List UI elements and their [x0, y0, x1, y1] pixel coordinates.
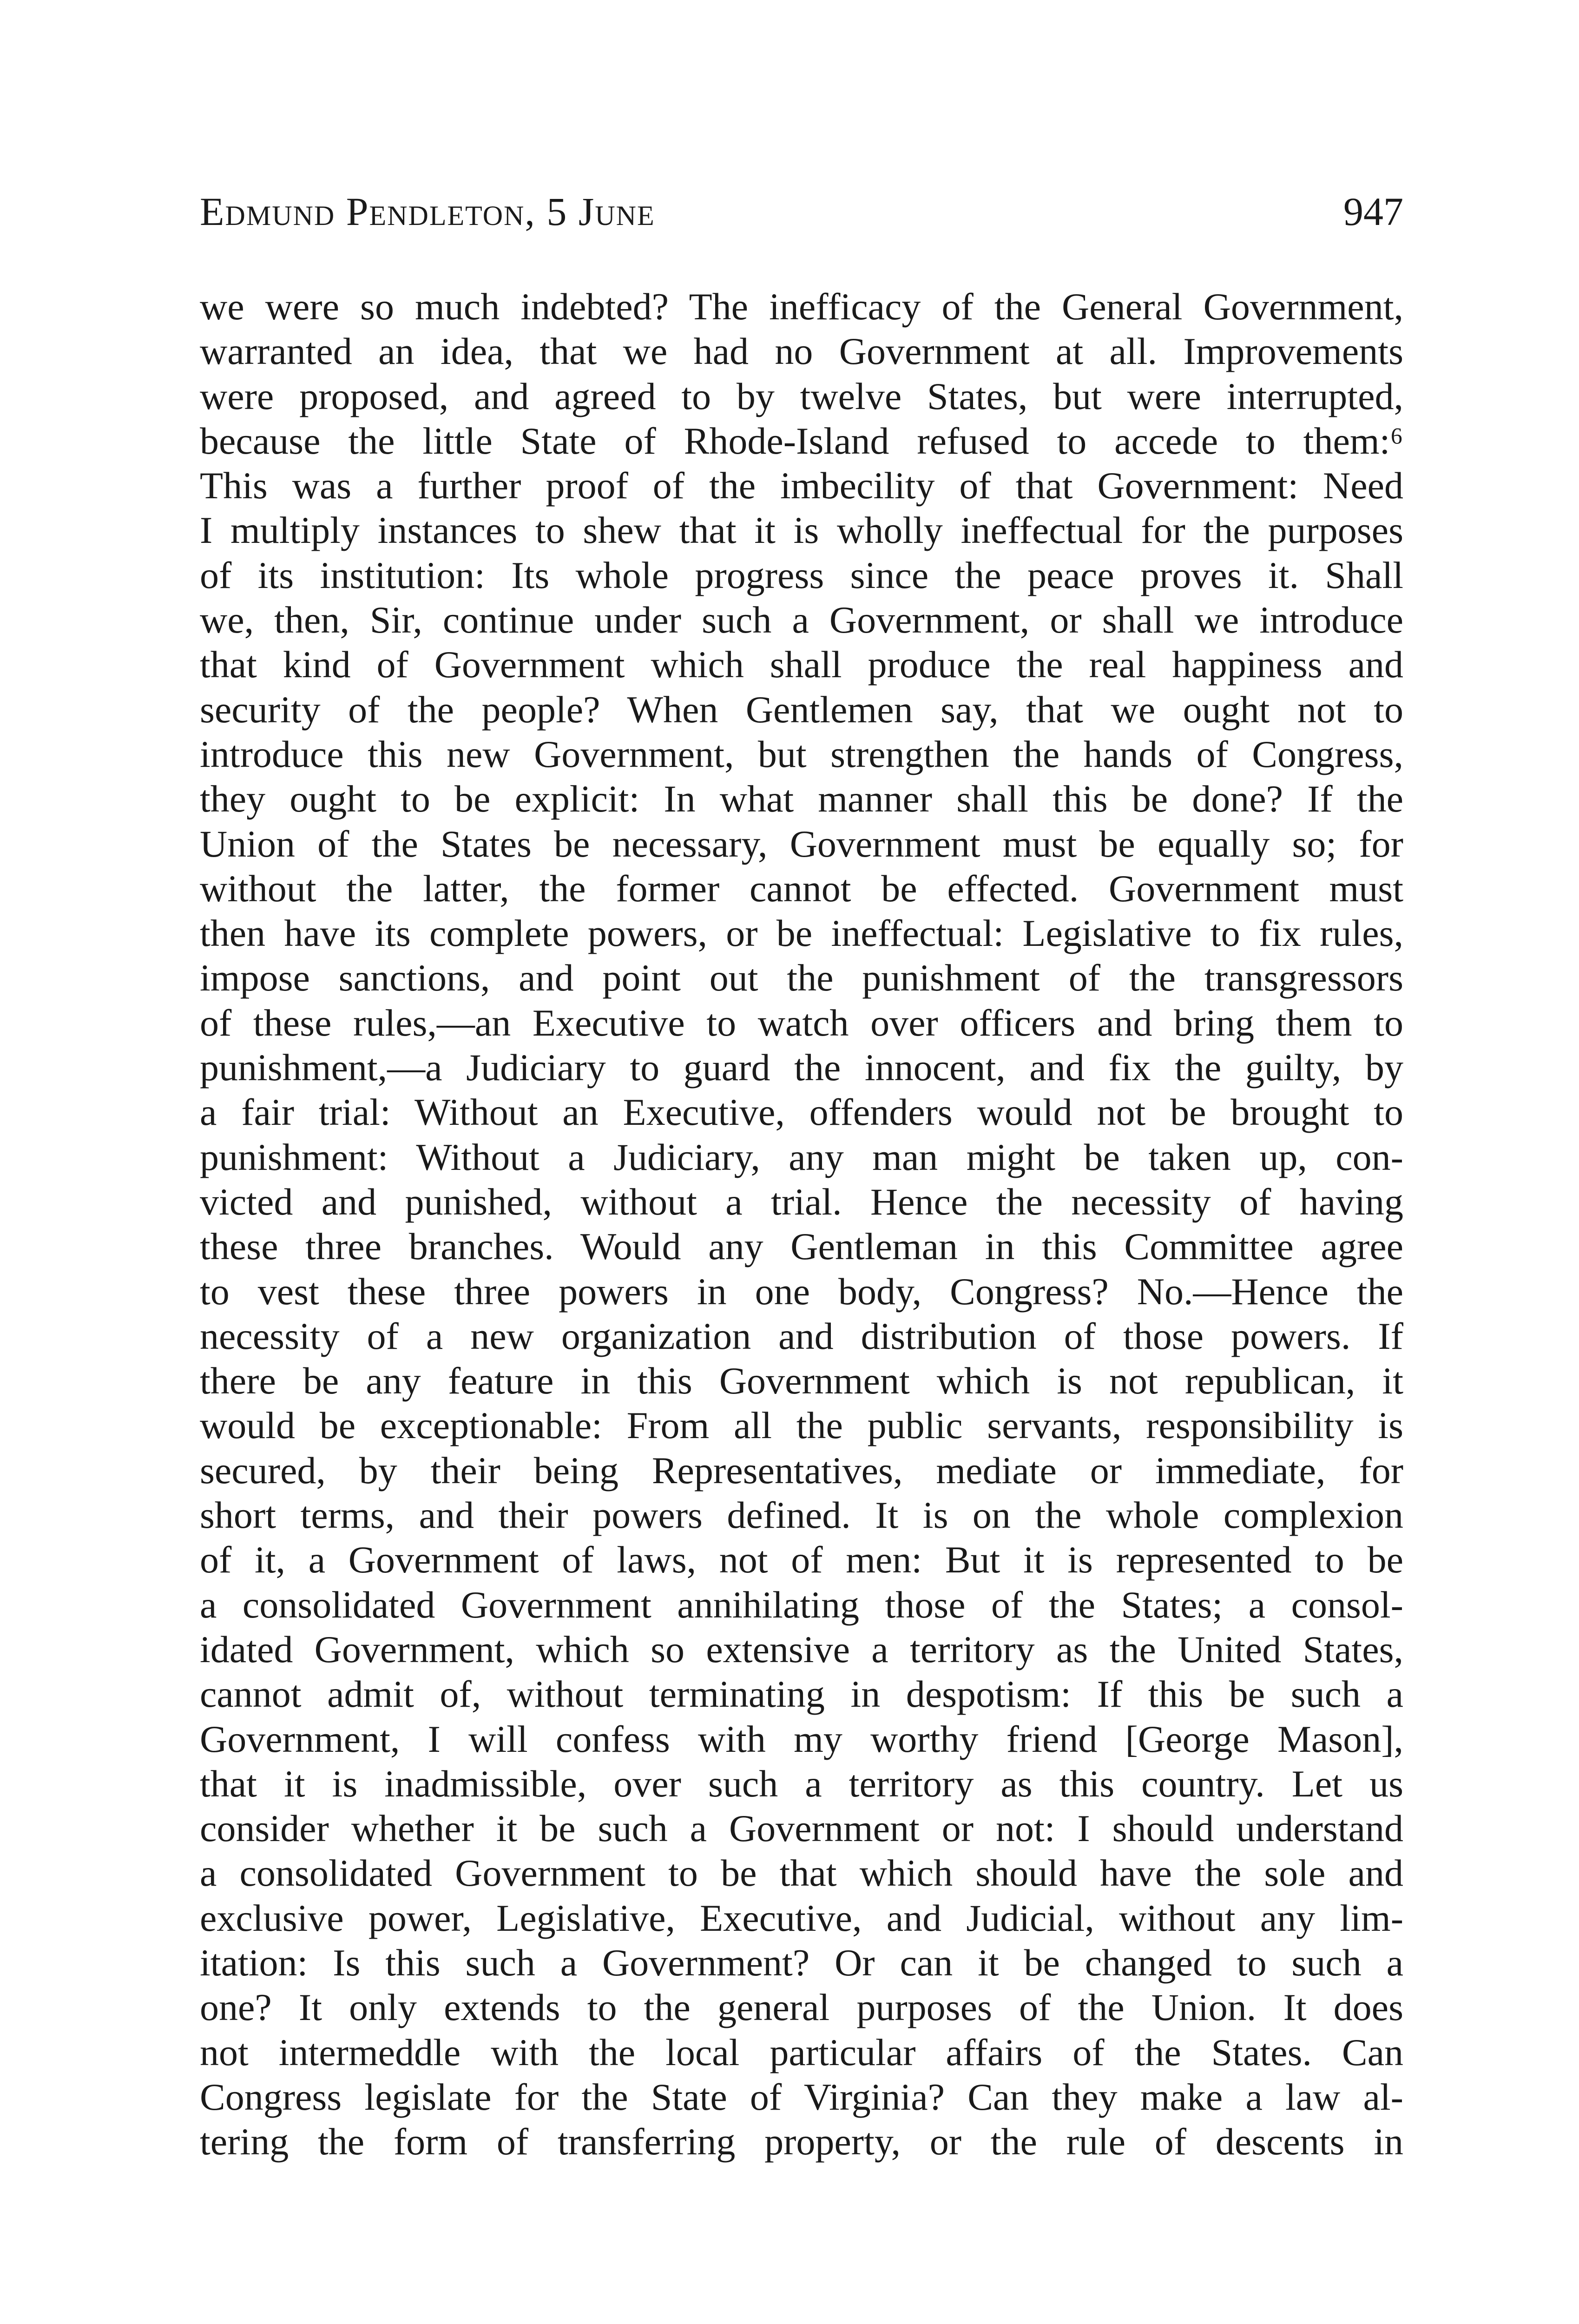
text-line: introduce this new Government, but strengthen the hands of Congress, [200, 733, 1403, 775]
text-line: exclusive power, Legislative, Executive, and Judicial, without any lim- [200, 1896, 1403, 1939]
text-line: itation: Is this such a Government? Or can it be changed to such a [200, 1941, 1403, 1984]
text-line: we, then, Sir, continue under such a Government, or shall we introduce [200, 599, 1403, 641]
text-line: a fair trial: Without an Executive, offenders would not be brought to [200, 1091, 1403, 1134]
text-line: cannot admit of, without terminating in despotism: If this be such a [200, 1673, 1403, 1716]
body-text [200, 284, 1403, 2164]
text-line: one? It only extends to the general purposes of the Union. It does [200, 1986, 1403, 2029]
text-line: victed and punished, without a trial. Hence the necessity of having [200, 1180, 1403, 1223]
text-line: a consolidated Government to be that which should have the sole and [200, 1852, 1403, 1895]
text-line: warranted an idea, that we had no Government at all. Improvements [200, 330, 1403, 373]
text-line: This was a further proof of the imbecility of that Government: Need [200, 464, 1403, 507]
text-line: they ought to be explicit: In what manner shall this be done? If the [200, 778, 1403, 820]
text-line: Government, I will confess with my worthy friend [George Mason], [200, 1717, 1403, 1760]
text-line: Union of the States be necessary, Government must be equally so; for [200, 822, 1403, 865]
text-line: I multiply instances to shew that it is wholly ineffectual for the purposes [200, 509, 1403, 552]
text-line: were proposed, and agreed to by twelve States, but were interrupted, [200, 375, 1403, 417]
text-line: punishment,—a Judiciary to guard the innocent, and fix the guilty, by [200, 1046, 1403, 1089]
text-line: without the latter, the former cannot be effected. Government must [200, 867, 1403, 910]
text-line: impose sanctions, and point out the punishment of the transgressors [200, 957, 1403, 999]
text-line: not intermeddle with the local particular affairs of the States. Can [200, 2031, 1403, 2073]
text-line: then have its complete powers, or be ineffectual: Legislative to fix rules, [200, 912, 1403, 955]
text-line: of these rules,—an Executive to watch over officers and bring them to [200, 1001, 1403, 1044]
page-number: 947 [1343, 189, 1403, 234]
text-line: there be any feature in this Government which is not republican, it [200, 1360, 1403, 1402]
text-line: that it is inadmissible, over such a territory as this country. Let us [200, 1762, 1403, 1805]
running-title: Edmund Pendleton, 5 June [200, 189, 655, 234]
text-line: because the little State of Rhode-Island refused to accede to them:⁶ [200, 419, 1403, 462]
text-line: these three branches. Would any Gentleman in this Committee agree [200, 1225, 1403, 1268]
text-line: secured, by their being Representatives, mediate or immediate, for [200, 1449, 1403, 1492]
text-line: idated Government, which so extensive a territory as the United States, [200, 1628, 1403, 1670]
text-line: consider whether it be such a Government or not: I should understand [200, 1807, 1403, 1850]
text-line: to vest these three powers in one body, Congress? No.—Hence the [200, 1270, 1403, 1313]
text-line: necessity of a new organization and distribution of those powers. If [200, 1314, 1403, 1357]
text-line: punishment: Without a Judiciary, any man might be taken up, con- [200, 1136, 1403, 1178]
text-line: of its institution: Its whole progress since the peace proves it. Shall [200, 554, 1403, 596]
text-line: we were so much indebted? The inefficacy of the General Government, [200, 285, 1403, 328]
text-line: security of the people? When Gentlemen say, that we ought not to [200, 688, 1403, 731]
text-line: tering the form of transferring property, or the rule of descents in [200, 2120, 1403, 2163]
running-head [200, 186, 1403, 237]
text-line: Congress legislate for the State of Virginia? Can they make a law al- [200, 2075, 1403, 2118]
text-line: would be exceptionable: From all the public servants, responsibility is [200, 1404, 1403, 1447]
text-line: that kind of Government which shall produce the real happiness and [200, 643, 1403, 686]
text-line: a consolidated Government annihilating those of the States; a consol- [200, 1583, 1403, 1626]
text-line: of it, a Government of laws, not of men: But it is represented to be [200, 1538, 1403, 1581]
text-line: short terms, and their powers defined. It is on the whole complexion [200, 1494, 1403, 1537]
